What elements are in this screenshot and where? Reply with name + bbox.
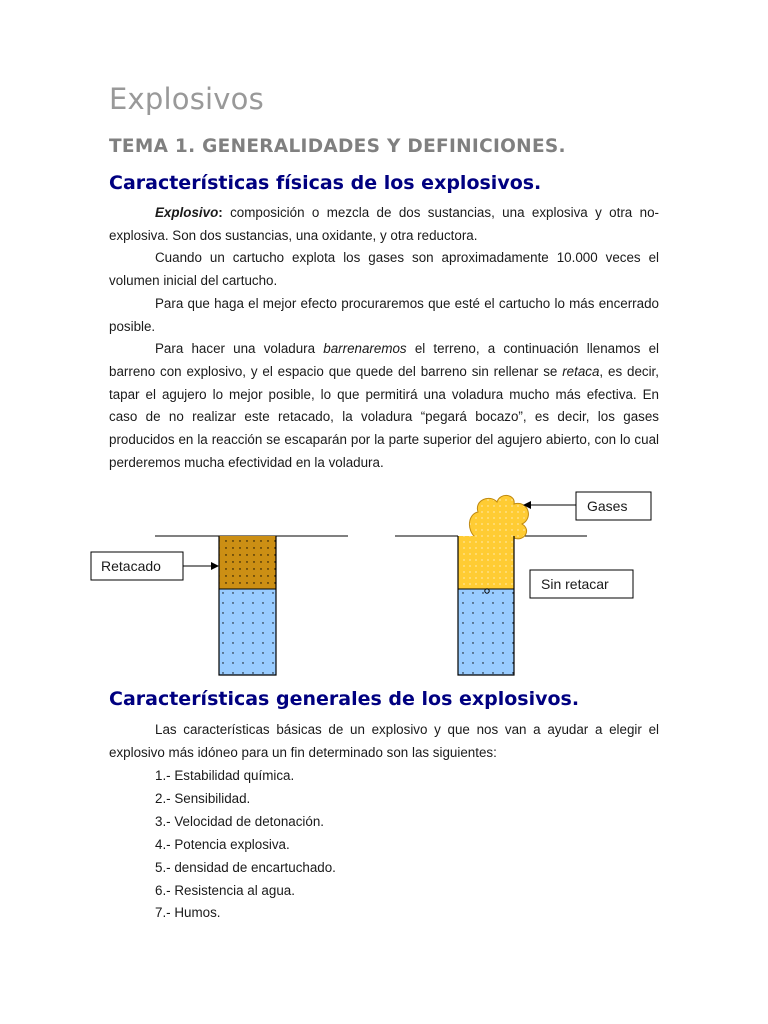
list-item: 1.- Estabilidad química. bbox=[155, 768, 295, 783]
document-title: Explosivos bbox=[109, 82, 264, 116]
blasting-text-a: Para hacer una voladura bbox=[155, 341, 324, 357]
explosive-charge-right bbox=[458, 589, 514, 675]
blasting-text-c: el terreno, a continuación llenamos el barreno con explosivo, y el espacio que quede del barreno sin rellenar se bbox=[109, 341, 659, 379]
explosive-charge-left bbox=[219, 589, 276, 675]
label-gases: Gases bbox=[587, 498, 628, 514]
label-sin-retacar: Sin retacar bbox=[541, 576, 609, 592]
borehole-stemmed bbox=[91, 536, 348, 675]
intro-paragraphs bbox=[109, 202, 659, 474]
gas-fill-borehole bbox=[458, 536, 514, 589]
blasting-text-e: , es decir, tapar el agujero lo mejor posible, lo que permitirá una voladura mucho más efectiva. En caso de no realizar este retacado, la voladura “pegará bocazo”, es decir, los gases producidos en la reacción se escaparán por la parte superior del agujero abierto, con lo cual perderemos mucha efectividad en la voladura. bbox=[109, 363, 659, 470]
label-retacado: Retacado bbox=[101, 558, 161, 574]
list-item: 5.- densidad de encartuchado. bbox=[155, 859, 336, 875]
paragraph-general-characteristics: Las características básicas de un explosivo y que nos van a ayudar a elegir el explosivo más idóneo para un fin determinado son las siguientes: bbox=[109, 722, 659, 760]
characteristics-list bbox=[155, 765, 336, 925]
paragraph-definition bbox=[109, 202, 659, 247]
stemming-fill bbox=[219, 536, 276, 589]
term-explosivo: Explosivo bbox=[155, 205, 219, 220]
borehole-unstemmed bbox=[395, 492, 651, 675]
section-heading-general: Características generales de los explosivos. bbox=[109, 688, 580, 710]
list-item: 4.- Potencia explosiva. bbox=[155, 836, 290, 852]
paragraph-gas-volume: Cuando un cartucho explota los gases son aproximadamente 10.000 veces el volumen inicial del cartucho. bbox=[109, 250, 659, 289]
term-barrenaremos: barrenaremos bbox=[323, 341, 407, 357]
list-item: 2.- Sensibilidad. bbox=[155, 790, 251, 806]
section-heading-physical: Características físicas de los explosivos. bbox=[109, 172, 542, 194]
arrowhead-retacado bbox=[211, 562, 219, 570]
definition-text: composición o mezcla de dos sustancias, una explosiva y otra no-explosiva. Son dos sustancias, una oxidante, y otra reductora. bbox=[109, 205, 659, 243]
gas-cloud bbox=[469, 495, 528, 538]
general-intro bbox=[109, 719, 659, 764]
list-item: 6.- Resistencia al agua. bbox=[155, 882, 295, 898]
term-retaca: retaca bbox=[562, 363, 600, 379]
list-item: 7.- Humos. bbox=[155, 905, 221, 921]
paragraph-confinement: Para que haga el mejor efecto procuraremos que esté el cartucho lo más encerrado posible. bbox=[109, 295, 659, 334]
tema-heading: TEMA 1. GENERALIDADES Y DEFINICIONES. bbox=[109, 136, 566, 157]
stemming-diagram bbox=[0, 470, 768, 685]
term-colon: : bbox=[218, 205, 223, 220]
paragraph-blasting bbox=[109, 338, 659, 474]
list-item: 3.- Velocidad de detonación. bbox=[155, 813, 324, 829]
